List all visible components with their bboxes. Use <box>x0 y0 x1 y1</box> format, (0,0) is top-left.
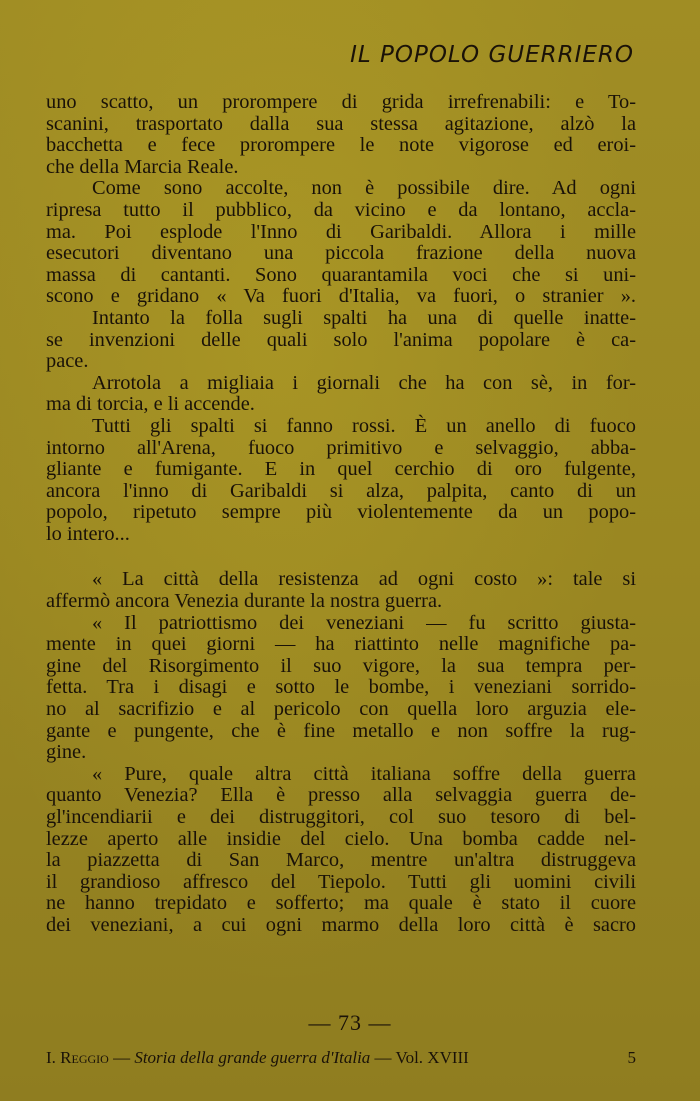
page-body <box>46 92 636 937</box>
footer-signature-line <box>46 1048 636 1068</box>
text-line: la piazzetta di San Marco, mentre un'altra distruggeva <box>46 849 636 872</box>
text-line: no al sacrifizio e al pericolo con quella loro arguzia ele- <box>46 698 636 721</box>
text-line: gliante e fumigante. E in quel cerchio di oro fulgente, <box>46 458 636 481</box>
footer-citation <box>46 1048 469 1068</box>
running-head: IL POPOLO GUERRIERO <box>350 42 634 68</box>
text-line: Come sono accolte, non è possibile dire. Ad ogni <box>92 177 636 200</box>
section-break <box>46 545 636 569</box>
text-line: mente in quei giorni — ha riattinto nelle magnifiche pa- <box>46 633 636 656</box>
text-line: « La città della resistenza ad ogni costo »: tale si <box>92 568 636 591</box>
text-line: ripresa tutto il pubblico, da vicino e da lontano, accla- <box>46 198 636 221</box>
text-line: esecutori diventano una piccola frazione della nuova <box>46 242 636 265</box>
page-number: — 73 — <box>308 1010 392 1035</box>
text-line: gine. <box>46 741 87 764</box>
text-line: lo intero... <box>46 522 130 545</box>
text-line: quanto Venezia? Ella è presso alla selvaggia guerra de- <box>46 784 636 807</box>
text-line: Tutti gli spalti si fanno rossi. È un anello di fuoco <box>92 414 636 437</box>
text-line: ma. Poi esplode l'Inno di Garibaldi. Allora i mille <box>46 220 636 243</box>
text-line: fetta. Tra i disagi e sotto le bombe, i veneziani sorrido- <box>46 676 636 699</box>
text-line: dei veneziani, a cui ogni marmo della loro città è sacro <box>46 913 636 936</box>
text-line: gante e pungente, che è fine metallo e non soffre la rug- <box>46 719 636 742</box>
text-line: uno scatto, un prorompere di grida irrefrenabili: e To- <box>46 91 636 113</box>
text-line: ancora l'inno di Garibaldi si alza, palpita, canto di un <box>46 479 636 502</box>
text-line: Intanto la folla sugli spalti ha una di quelle inatte- <box>92 306 636 329</box>
text-line: scono e gridano « Va fuori d'Italia, va fuori, o stranier ». <box>46 285 636 308</box>
text-line: gine del Risorgimento il suo vigore, la sua tempra per- <box>46 654 636 677</box>
text-line: pace. <box>46 350 89 373</box>
text-line: ne hanno trepidato e sofferto; ma quale è stato il cuore <box>46 892 636 915</box>
text-line: « Il patriottismo dei veneziani — fu scritto giusta- <box>92 611 636 634</box>
footer-title: Storia della grande guerra d'Italia <box>134 1048 371 1067</box>
text-line: se invenzioni delle quali solo l'anima popolare è ca- <box>46 328 636 351</box>
footer-author: I. Reggio — <box>46 1048 131 1067</box>
text-line: popolo, ripetuto sempre più violentemente da un popo- <box>46 501 636 524</box>
text-line: « Pure, quale altra città italiana soffre della guerra <box>92 762 636 785</box>
text-line: che della Marcia Reale. <box>46 155 239 178</box>
footer-volume: — Vol. XVIII <box>374 1048 469 1067</box>
text-line: bacchetta e fece prorompere le note vigorose ed eroi- <box>46 134 636 157</box>
text-line: massa di cantanti. Sono quarantamila voci che si uni- <box>46 263 636 286</box>
text-line: gl'incendiarii e dei distruggitori, col suo tesoro di bel- <box>46 806 636 828</box>
text-line: lezze aperto alle insidie del cielo. Una bomba cadde nel- <box>46 827 636 850</box>
text-line: Arrotola a migliaia i giornali che ha con sè, in for- <box>92 371 636 394</box>
text-line: scanini, trasportato dalla sua stessa agitazione, alzò la <box>46 112 636 135</box>
text-line: il grandioso affresco del Tiepolo. Tutti gli uomini civili <box>46 870 636 893</box>
text-line: intorno all'Arena, fuoco primitivo e selvaggio, abba- <box>46 436 636 459</box>
text-line: affermò ancora Venezia durante la nostra guerra. <box>46 590 443 613</box>
text-line: ma di torcia, e li accende. <box>46 393 255 416</box>
footer-signature-mark: 5 <box>627 1048 636 1067</box>
